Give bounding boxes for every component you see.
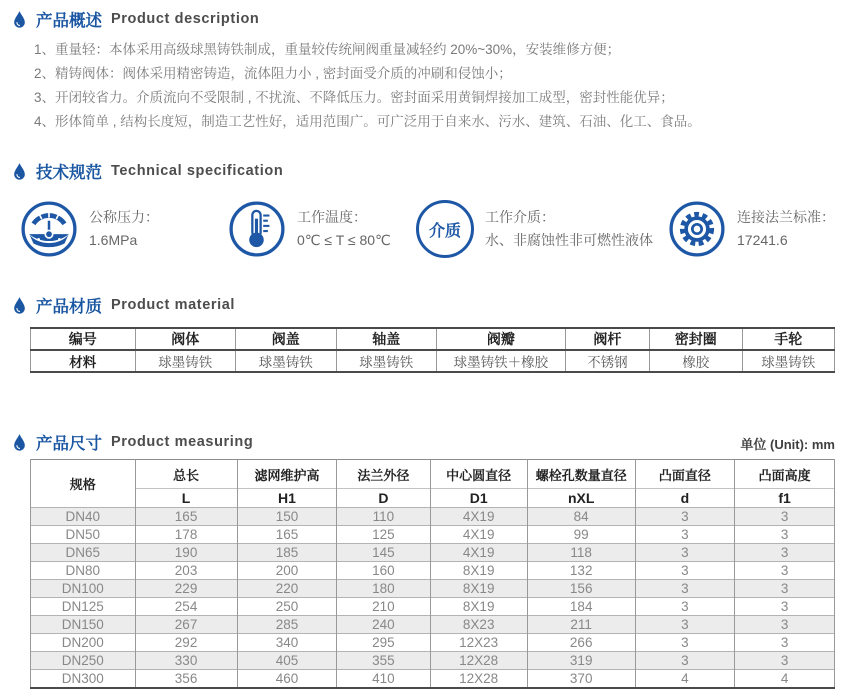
water-drop-icon: [12, 296, 27, 315]
material-value-cell: 球墨铸铁: [742, 350, 835, 372]
value-cell-D: 240: [337, 616, 430, 634]
spec-cell: DN250: [31, 652, 136, 670]
spec-cell: DN200: [31, 634, 136, 652]
value-cell-L: 292: [135, 634, 237, 652]
spec-label: 公称压力：: [89, 209, 159, 225]
measuring-symbol-cell: L: [135, 489, 237, 508]
material-table: [30, 327, 835, 373]
spec-text: [89, 206, 159, 252]
value-cell-d: 3: [635, 652, 735, 670]
measuring-table: [30, 459, 835, 689]
value-cell-d: 3: [635, 562, 735, 580]
value-cell-D: 145: [337, 544, 430, 562]
value-cell-D: 210: [337, 598, 430, 616]
thermometer-icon: [228, 200, 286, 258]
spec-cell: DN50: [31, 526, 136, 544]
section-title-en: Technical specification: [111, 163, 284, 179]
value-cell-nXL: 184: [527, 598, 635, 616]
material-data-row: [31, 350, 835, 372]
measuring-data-row: [31, 598, 835, 616]
material-value-cell: 橡胶: [650, 350, 742, 372]
value-cell-H1: 405: [237, 652, 337, 670]
product-material-title: [0, 294, 862, 316]
spec-cell: DN65: [31, 544, 136, 562]
material-header-cell: 阀盖: [236, 328, 337, 350]
value-cell-D1: 4X19: [430, 526, 527, 544]
value-cell-L: 203: [135, 562, 237, 580]
value-cell-D1: 4X19: [430, 508, 527, 526]
material-value-cell: 球墨铸铁: [236, 350, 337, 372]
value-cell-f1: 3: [735, 526, 835, 544]
value-cell-f1: 3: [735, 508, 835, 526]
value-cell-H1: 250: [237, 598, 337, 616]
material-value-cell: 不锈钢: [565, 350, 649, 372]
value-cell-f1: 3: [735, 598, 835, 616]
value-cell-L: 165: [135, 508, 237, 526]
measuring-header-cell: 总长: [135, 460, 237, 489]
material-value-cell: 球墨铸铁: [336, 350, 437, 372]
unit-label: 单位 (Unit): mm: [740, 437, 835, 452]
spec-cell: DN300: [31, 670, 136, 688]
spec-value: 0℃ ≤ T ≤ 80℃: [297, 232, 391, 248]
material-header-cell: 密封圈: [650, 328, 742, 350]
value-cell-L: 190: [135, 544, 237, 562]
medium-badge-icon: [416, 200, 474, 258]
value-cell-D: 355: [337, 652, 430, 670]
section-title-zh: 产品尺寸: [36, 435, 102, 453]
value-cell-L: 178: [135, 526, 237, 544]
section-title-zh: 技术规范: [36, 164, 102, 182]
spec-value: 水、非腐蚀性非可燃性液体: [485, 232, 653, 248]
value-cell-nXL: 118: [527, 544, 635, 562]
value-cell-D1: 8X19: [430, 580, 527, 598]
spec-cell: DN125: [31, 598, 136, 616]
section-technical-specification: [0, 160, 862, 258]
measuring-header-cell: 中心圆直径: [430, 460, 527, 489]
measuring-symbol-cell: D: [337, 489, 430, 508]
section-product-description: [0, 8, 862, 134]
value-cell-nXL: 132: [527, 562, 635, 580]
measuring-symbol-cell: nXL: [527, 489, 635, 508]
description-line: 2、精铸阀体：阀体采用精密铸造，流体阻力小 , 密封面受介质的冲刷和侵蚀小；: [34, 66, 512, 81]
section-title-zh: 产品概述: [36, 12, 102, 30]
value-cell-D: 125: [337, 526, 430, 544]
section-product-material: [0, 294, 862, 373]
spec-item-temperature: [228, 200, 416, 258]
section-product-measuring: [0, 431, 862, 689]
measuring-symbol-cell: H1: [237, 489, 337, 508]
value-cell-D1: 12X28: [430, 670, 527, 688]
section-title-en: Product description: [111, 11, 260, 27]
value-cell-H1: 460: [237, 670, 337, 688]
pressure-gauge-icon: [20, 200, 78, 258]
value-cell-d: 3: [635, 616, 735, 634]
material-value-cell: 球墨铸铁: [135, 350, 236, 372]
value-cell-H1: 340: [237, 634, 337, 652]
value-cell-f1: 3: [735, 634, 835, 652]
value-cell-D1: 4X19: [430, 544, 527, 562]
value-cell-d: 3: [635, 634, 735, 652]
measuring-data-row: [31, 616, 835, 634]
water-drop-icon: [12, 162, 27, 181]
spec-cell: DN40: [31, 508, 136, 526]
value-cell-L: 254: [135, 598, 237, 616]
value-cell-L: 267: [135, 616, 237, 634]
value-cell-D1: 12X28: [430, 652, 527, 670]
value-cell-D1: 12X23: [430, 634, 527, 652]
material-value-cell: 球墨铸铁＋橡胶: [437, 350, 566, 372]
value-cell-f1: 3: [735, 580, 835, 598]
measuring-header-cell: 螺栓孔数量直径: [527, 460, 635, 489]
value-cell-d: 3: [635, 544, 735, 562]
spec-value: 17241.6: [737, 232, 788, 248]
value-cell-d: 3: [635, 580, 735, 598]
spec-value: 1.6MPa: [89, 232, 138, 248]
value-cell-f1: 3: [735, 616, 835, 634]
value-cell-f1: 3: [735, 562, 835, 580]
value-cell-f1: 3: [735, 652, 835, 670]
value-cell-D: 410: [337, 670, 430, 688]
spec-text: [297, 206, 391, 252]
value-cell-D: 295: [337, 634, 430, 652]
material-header-cell: 阀体: [135, 328, 236, 350]
description-lines: [34, 38, 862, 134]
technical-specification-title: [0, 160, 862, 182]
measuring-symbol-cell: D1: [430, 489, 527, 508]
value-cell-L: 330: [135, 652, 237, 670]
measuring-data-row: [31, 580, 835, 598]
value-cell-nXL: 211: [527, 616, 635, 634]
value-cell-D: 110: [337, 508, 430, 526]
measuring-data-row: [31, 508, 835, 526]
measuring-header-cell: 滤网维护高: [237, 460, 337, 489]
value-cell-D1: 8X23: [430, 616, 527, 634]
value-cell-f1: 4: [735, 670, 835, 688]
measuring-header-names-row: [31, 460, 835, 489]
measuring-symbol-cell: f1: [735, 489, 835, 508]
material-header-cell: 手轮: [742, 328, 835, 350]
value-cell-nXL: 266: [527, 634, 635, 652]
description-line: 4、形体简单 , 结构长度短，制造工艺性好，适用范围广。可广泛用于自来水、污水、建筑、石油、化工、食品。: [34, 114, 701, 129]
flange-gear-icon: [668, 200, 726, 258]
value-cell-nXL: 84: [527, 508, 635, 526]
section-title-en: Product material: [111, 297, 236, 313]
measuring-header-cell: 凸面高度: [735, 460, 835, 489]
value-cell-D1: 8X19: [430, 562, 527, 580]
value-cell-f1: 3: [735, 544, 835, 562]
value-cell-H1: 220: [237, 580, 337, 598]
value-cell-L: 356: [135, 670, 237, 688]
spec-cell: DN80: [31, 562, 136, 580]
measuring-data-row: [31, 670, 835, 688]
spec-items-row: [20, 200, 862, 258]
measuring-header-symbols-row: [31, 489, 835, 508]
product-description-title: [0, 8, 862, 30]
value-cell-H1: 185: [237, 544, 337, 562]
material-header-cell: 阀瓣: [437, 328, 566, 350]
value-cell-D: 180: [337, 580, 430, 598]
value-cell-D1: 8X19: [430, 598, 527, 616]
value-cell-d: 4: [635, 670, 735, 688]
measuring-data-row: [31, 634, 835, 652]
spec-item-pressure: [20, 200, 228, 258]
value-cell-nXL: 99: [527, 526, 635, 544]
measuring-header-cell: 法兰外径: [337, 460, 430, 489]
spec-text: [485, 206, 653, 252]
value-cell-H1: 150: [237, 508, 337, 526]
material-header-cell: 轴盖: [336, 328, 437, 350]
value-cell-H1: 165: [237, 526, 337, 544]
value-cell-L: 229: [135, 580, 237, 598]
value-cell-nXL: 370: [527, 670, 635, 688]
spec-cell: DN100: [31, 580, 136, 598]
spec-label: 工作温度：: [297, 209, 367, 225]
water-drop-icon: [12, 433, 27, 452]
spec-label: 工作介质：: [485, 209, 555, 225]
section-title-en: Product measuring: [111, 434, 254, 450]
measuring-data-row: [31, 652, 835, 670]
value-cell-d: 3: [635, 508, 735, 526]
material-header-row: [31, 328, 835, 350]
measuring-header-cell: 凸面直径: [635, 460, 735, 489]
value-cell-d: 3: [635, 598, 735, 616]
measuring-symbol-cell: d: [635, 489, 735, 508]
value-cell-H1: 200: [237, 562, 337, 580]
description-line: 3、开闭较省力。介质流向不受限制 , 不扰流、不降低压力。密封面采用黄铜焊接加工成型，密封性能优异；: [34, 90, 674, 105]
value-cell-H1: 285: [237, 616, 337, 634]
spec-item-flange-standard: [668, 200, 835, 258]
measuring-data-row: [31, 544, 835, 562]
spec-label: 连接法兰标准：: [737, 209, 835, 225]
spec-text: [737, 206, 835, 252]
measuring-title-row: [0, 431, 862, 453]
water-drop-icon: [12, 10, 27, 29]
measuring-data-row: [31, 562, 835, 580]
value-cell-D: 160: [337, 562, 430, 580]
product-measuring-title: [0, 431, 253, 453]
material-header-cell: 阀杆: [565, 328, 649, 350]
material-header-cell: 编号: [31, 328, 136, 350]
medium-badge-text: 介质: [428, 222, 461, 240]
spec-cell: DN150: [31, 616, 136, 634]
material-row-label: 材料: [31, 350, 136, 372]
measuring-data-row: [31, 526, 835, 544]
value-cell-nXL: 319: [527, 652, 635, 670]
section-title-zh: 产品材质: [36, 298, 102, 316]
value-cell-nXL: 156: [527, 580, 635, 598]
measuring-header-spec: 规格: [31, 460, 136, 508]
description-line: 1、重量轻：本体采用高级球黑铸铁制成，重量较传统闸阀重量减轻约 20%~30%，安装维修方便；: [34, 42, 621, 57]
value-cell-d: 3: [635, 526, 735, 544]
spec-item-medium: [416, 200, 668, 258]
